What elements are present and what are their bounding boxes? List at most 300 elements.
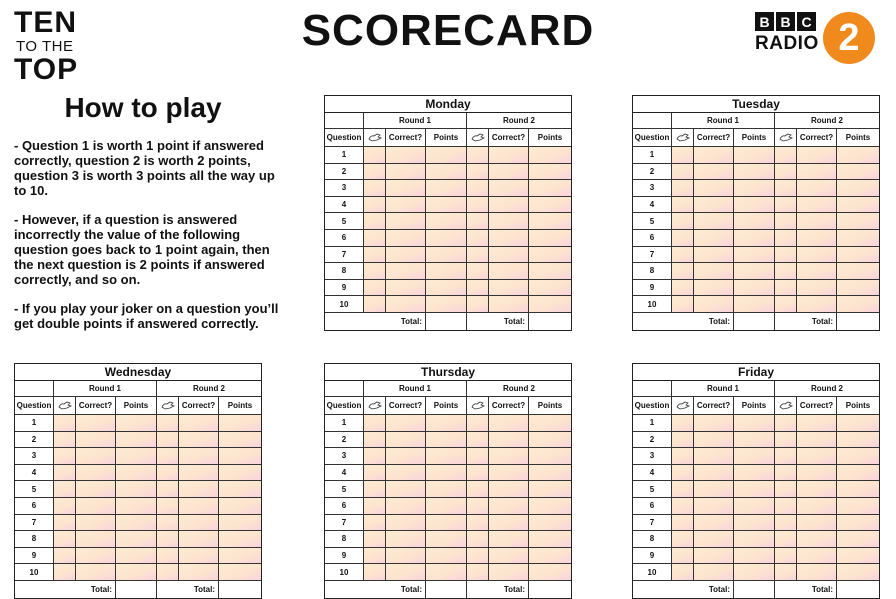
answer-cell[interactable] [426, 548, 467, 565]
answer-cell[interactable] [364, 498, 386, 515]
answer-cell[interactable] [489, 197, 529, 214]
answer-cell[interactable] [489, 515, 529, 532]
answer-cell[interactable] [797, 296, 837, 313]
answer-cell[interactable] [54, 415, 76, 432]
answer-cell[interactable] [529, 531, 571, 548]
answer-cell[interactable] [219, 432, 261, 449]
answer-cell[interactable] [672, 515, 694, 532]
answer-cell[interactable] [467, 147, 489, 164]
answer-cell[interactable] [529, 296, 571, 313]
answer-cell[interactable] [54, 531, 76, 548]
answer-cell[interactable] [386, 213, 426, 230]
answer-cell[interactable] [386, 296, 426, 313]
answer-cell[interactable] [837, 432, 879, 449]
answer-cell[interactable] [775, 432, 797, 449]
answer-cell[interactable] [179, 481, 219, 498]
answer-cell[interactable] [775, 481, 797, 498]
answer-cell[interactable] [116, 548, 157, 565]
answer-cell[interactable] [116, 531, 157, 548]
answer-cell[interactable] [694, 263, 734, 280]
answer-cell[interactable] [672, 448, 694, 465]
answer-cell[interactable] [529, 263, 571, 280]
answer-cell[interactable] [529, 498, 571, 515]
answer-cell[interactable] [116, 515, 157, 532]
answer-cell[interactable] [179, 432, 219, 449]
answer-cell[interactable] [219, 415, 261, 432]
answer-cell[interactable] [386, 180, 426, 197]
answer-cell[interactable] [694, 531, 734, 548]
answer-cell[interactable] [775, 197, 797, 214]
answer-cell[interactable] [467, 498, 489, 515]
answer-cell[interactable] [837, 247, 879, 264]
answer-cell[interactable] [672, 548, 694, 565]
answer-cell[interactable] [386, 263, 426, 280]
answer-cell[interactable] [386, 564, 426, 581]
answer-cell[interactable] [364, 147, 386, 164]
answer-cell[interactable] [116, 481, 157, 498]
answer-cell[interactable] [734, 531, 775, 548]
answer-cell[interactable] [489, 432, 529, 449]
answer-cell[interactable] [797, 263, 837, 280]
answer-cell[interactable] [179, 448, 219, 465]
answer-cell[interactable] [426, 498, 467, 515]
answer-cell[interactable] [426, 564, 467, 581]
answer-cell[interactable] [489, 280, 529, 297]
answer-cell[interactable] [529, 481, 571, 498]
answer-cell[interactable] [775, 515, 797, 532]
round-1-total-cell[interactable] [116, 581, 157, 598]
answer-cell[interactable] [386, 415, 426, 432]
answer-cell[interactable] [694, 230, 734, 247]
answer-cell[interactable] [76, 515, 116, 532]
answer-cell[interactable] [157, 432, 179, 449]
answer-cell[interactable] [672, 415, 694, 432]
answer-cell[interactable] [386, 247, 426, 264]
answer-cell[interactable] [76, 448, 116, 465]
answer-cell[interactable] [734, 498, 775, 515]
answer-cell[interactable] [694, 280, 734, 297]
answer-cell[interactable] [694, 481, 734, 498]
answer-cell[interactable] [775, 448, 797, 465]
answer-cell[interactable] [797, 180, 837, 197]
answer-cell[interactable] [797, 515, 837, 532]
answer-cell[interactable] [529, 147, 571, 164]
answer-cell[interactable] [837, 564, 879, 581]
answer-cell[interactable] [775, 296, 797, 313]
answer-cell[interactable] [467, 448, 489, 465]
answer-cell[interactable] [734, 263, 775, 280]
answer-cell[interactable] [364, 280, 386, 297]
answer-cell[interactable] [386, 531, 426, 548]
answer-cell[interactable] [116, 432, 157, 449]
answer-cell[interactable] [364, 531, 386, 548]
answer-cell[interactable] [797, 415, 837, 432]
answer-cell[interactable] [467, 465, 489, 482]
answer-cell[interactable] [529, 515, 571, 532]
answer-cell[interactable] [489, 564, 529, 581]
answer-cell[interactable] [426, 481, 467, 498]
answer-cell[interactable] [837, 548, 879, 565]
answer-cell[interactable] [467, 296, 489, 313]
answer-cell[interactable] [837, 147, 879, 164]
answer-cell[interactable] [364, 481, 386, 498]
answer-cell[interactable] [775, 548, 797, 565]
answer-cell[interactable] [734, 180, 775, 197]
answer-cell[interactable] [219, 548, 261, 565]
answer-cell[interactable] [775, 230, 797, 247]
answer-cell[interactable] [76, 531, 116, 548]
answer-cell[interactable] [694, 197, 734, 214]
answer-cell[interactable] [837, 465, 879, 482]
answer-cell[interactable] [364, 448, 386, 465]
answer-cell[interactable] [775, 465, 797, 482]
answer-cell[interactable] [734, 432, 775, 449]
answer-cell[interactable] [775, 180, 797, 197]
answer-cell[interactable] [364, 296, 386, 313]
answer-cell[interactable] [734, 415, 775, 432]
answer-cell[interactable] [76, 465, 116, 482]
answer-cell[interactable] [837, 230, 879, 247]
answer-cell[interactable] [489, 531, 529, 548]
answer-cell[interactable] [797, 498, 837, 515]
answer-cell[interactable] [467, 164, 489, 181]
answer-cell[interactable] [157, 564, 179, 581]
answer-cell[interactable] [734, 515, 775, 532]
answer-cell[interactable] [386, 465, 426, 482]
answer-cell[interactable] [426, 164, 467, 181]
answer-cell[interactable] [426, 465, 467, 482]
answer-cell[interactable] [489, 230, 529, 247]
answer-cell[interactable] [775, 531, 797, 548]
answer-cell[interactable] [694, 164, 734, 181]
answer-cell[interactable] [734, 465, 775, 482]
answer-cell[interactable] [426, 415, 467, 432]
answer-cell[interactable] [426, 263, 467, 280]
answer-cell[interactable] [467, 481, 489, 498]
answer-cell[interactable] [386, 548, 426, 565]
answer-cell[interactable] [694, 515, 734, 532]
answer-cell[interactable] [797, 564, 837, 581]
answer-cell[interactable] [775, 247, 797, 264]
answer-cell[interactable] [797, 481, 837, 498]
answer-cell[interactable] [54, 432, 76, 449]
answer-cell[interactable] [694, 213, 734, 230]
answer-cell[interactable] [672, 432, 694, 449]
answer-cell[interactable] [837, 498, 879, 515]
answer-cell[interactable] [467, 197, 489, 214]
answer-cell[interactable] [672, 230, 694, 247]
answer-cell[interactable] [116, 498, 157, 515]
answer-cell[interactable] [489, 498, 529, 515]
answer-cell[interactable] [467, 280, 489, 297]
answer-cell[interactable] [529, 465, 571, 482]
answer-cell[interactable] [837, 180, 879, 197]
answer-cell[interactable] [364, 230, 386, 247]
answer-cell[interactable] [734, 296, 775, 313]
answer-cell[interactable] [672, 498, 694, 515]
answer-cell[interactable] [734, 280, 775, 297]
answer-cell[interactable] [672, 531, 694, 548]
answer-cell[interactable] [364, 197, 386, 214]
answer-cell[interactable] [489, 263, 529, 280]
answer-cell[interactable] [426, 247, 467, 264]
answer-cell[interactable] [219, 515, 261, 532]
answer-cell[interactable] [157, 415, 179, 432]
answer-cell[interactable] [529, 548, 571, 565]
answer-cell[interactable] [76, 432, 116, 449]
answer-cell[interactable] [837, 197, 879, 214]
answer-cell[interactable] [179, 548, 219, 565]
answer-cell[interactable] [489, 448, 529, 465]
answer-cell[interactable] [467, 531, 489, 548]
answer-cell[interactable] [797, 230, 837, 247]
answer-cell[interactable] [672, 213, 694, 230]
answer-cell[interactable] [54, 564, 76, 581]
answer-cell[interactable] [694, 465, 734, 482]
answer-cell[interactable] [734, 548, 775, 565]
answer-cell[interactable] [775, 263, 797, 280]
answer-cell[interactable] [116, 448, 157, 465]
answer-cell[interactable] [219, 564, 261, 581]
answer-cell[interactable] [734, 230, 775, 247]
answer-cell[interactable] [489, 180, 529, 197]
answer-cell[interactable] [529, 280, 571, 297]
answer-cell[interactable] [672, 247, 694, 264]
answer-cell[interactable] [467, 213, 489, 230]
answer-cell[interactable] [672, 481, 694, 498]
answer-cell[interactable] [179, 531, 219, 548]
answer-cell[interactable] [426, 230, 467, 247]
answer-cell[interactable] [734, 197, 775, 214]
answer-cell[interactable] [386, 164, 426, 181]
answer-cell[interactable] [529, 197, 571, 214]
answer-cell[interactable] [797, 448, 837, 465]
answer-cell[interactable] [426, 448, 467, 465]
answer-cell[interactable] [797, 197, 837, 214]
answer-cell[interactable] [219, 448, 261, 465]
answer-cell[interactable] [426, 280, 467, 297]
answer-cell[interactable] [76, 564, 116, 581]
answer-cell[interactable] [364, 263, 386, 280]
round-1-total-cell[interactable] [426, 581, 467, 598]
answer-cell[interactable] [426, 515, 467, 532]
round-2-total-cell[interactable] [837, 581, 879, 598]
answer-cell[interactable] [219, 465, 261, 482]
answer-cell[interactable] [694, 432, 734, 449]
answer-cell[interactable] [837, 164, 879, 181]
answer-cell[interactable] [797, 548, 837, 565]
answer-cell[interactable] [489, 147, 529, 164]
answer-cell[interactable] [672, 263, 694, 280]
answer-cell[interactable] [364, 164, 386, 181]
answer-cell[interactable] [734, 213, 775, 230]
answer-cell[interactable] [157, 448, 179, 465]
answer-cell[interactable] [467, 548, 489, 565]
answer-cell[interactable] [672, 296, 694, 313]
answer-cell[interactable] [775, 147, 797, 164]
answer-cell[interactable] [694, 147, 734, 164]
answer-cell[interactable] [467, 230, 489, 247]
answer-cell[interactable] [157, 515, 179, 532]
answer-cell[interactable] [775, 213, 797, 230]
answer-cell[interactable] [364, 465, 386, 482]
answer-cell[interactable] [734, 564, 775, 581]
answer-cell[interactable] [672, 164, 694, 181]
answer-cell[interactable] [734, 164, 775, 181]
answer-cell[interactable] [837, 448, 879, 465]
answer-cell[interactable] [386, 498, 426, 515]
answer-cell[interactable] [426, 147, 467, 164]
answer-cell[interactable] [775, 280, 797, 297]
answer-cell[interactable] [694, 180, 734, 197]
answer-cell[interactable] [426, 432, 467, 449]
answer-cell[interactable] [734, 481, 775, 498]
answer-cell[interactable] [116, 564, 157, 581]
answer-cell[interactable] [364, 515, 386, 532]
answer-cell[interactable] [54, 548, 76, 565]
answer-cell[interactable] [529, 247, 571, 264]
answer-cell[interactable] [489, 415, 529, 432]
answer-cell[interactable] [179, 465, 219, 482]
answer-cell[interactable] [837, 296, 879, 313]
answer-cell[interactable] [529, 448, 571, 465]
answer-cell[interactable] [837, 481, 879, 498]
answer-cell[interactable] [467, 415, 489, 432]
answer-cell[interactable] [775, 564, 797, 581]
round-2-total-cell[interactable] [219, 581, 261, 598]
answer-cell[interactable] [386, 481, 426, 498]
answer-cell[interactable] [837, 515, 879, 532]
answer-cell[interactable] [179, 415, 219, 432]
answer-cell[interactable] [219, 531, 261, 548]
answer-cell[interactable] [694, 247, 734, 264]
round-2-total-cell[interactable] [837, 313, 879, 330]
answer-cell[interactable] [76, 481, 116, 498]
answer-cell[interactable] [386, 432, 426, 449]
answer-cell[interactable] [76, 498, 116, 515]
answer-cell[interactable] [489, 164, 529, 181]
answer-cell[interactable] [489, 296, 529, 313]
answer-cell[interactable] [529, 213, 571, 230]
answer-cell[interactable] [386, 280, 426, 297]
answer-cell[interactable] [529, 230, 571, 247]
answer-cell[interactable] [116, 415, 157, 432]
answer-cell[interactable] [426, 197, 467, 214]
answer-cell[interactable] [837, 213, 879, 230]
answer-cell[interactable] [837, 263, 879, 280]
answer-cell[interactable] [734, 448, 775, 465]
answer-cell[interactable] [364, 432, 386, 449]
answer-cell[interactable] [529, 180, 571, 197]
answer-cell[interactable] [797, 164, 837, 181]
answer-cell[interactable] [797, 147, 837, 164]
answer-cell[interactable] [489, 213, 529, 230]
answer-cell[interactable] [467, 432, 489, 449]
answer-cell[interactable] [837, 531, 879, 548]
answer-cell[interactable] [529, 432, 571, 449]
answer-cell[interactable] [426, 296, 467, 313]
round-2-total-cell[interactable] [529, 581, 571, 598]
answer-cell[interactable] [672, 280, 694, 297]
answer-cell[interactable] [364, 180, 386, 197]
answer-cell[interactable] [694, 415, 734, 432]
answer-cell[interactable] [775, 498, 797, 515]
answer-cell[interactable] [489, 247, 529, 264]
answer-cell[interactable] [386, 515, 426, 532]
answer-cell[interactable] [694, 448, 734, 465]
answer-cell[interactable] [775, 164, 797, 181]
answer-cell[interactable] [529, 164, 571, 181]
answer-cell[interactable] [734, 147, 775, 164]
answer-cell[interactable] [364, 564, 386, 581]
answer-cell[interactable] [54, 481, 76, 498]
answer-cell[interactable] [694, 564, 734, 581]
answer-cell[interactable] [54, 515, 76, 532]
answer-cell[interactable] [775, 415, 797, 432]
answer-cell[interactable] [694, 296, 734, 313]
answer-cell[interactable] [672, 197, 694, 214]
answer-cell[interactable] [467, 564, 489, 581]
answer-cell[interactable] [157, 498, 179, 515]
answer-cell[interactable] [386, 448, 426, 465]
round-1-total-cell[interactable] [734, 581, 775, 598]
answer-cell[interactable] [219, 498, 261, 515]
answer-cell[interactable] [694, 498, 734, 515]
answer-cell[interactable] [386, 147, 426, 164]
answer-cell[interactable] [694, 548, 734, 565]
answer-cell[interactable] [426, 531, 467, 548]
answer-cell[interactable] [797, 465, 837, 482]
round-1-total-cell[interactable] [426, 313, 467, 330]
answer-cell[interactable] [797, 432, 837, 449]
answer-cell[interactable] [529, 564, 571, 581]
answer-cell[interactable] [364, 415, 386, 432]
answer-cell[interactable] [157, 481, 179, 498]
answer-cell[interactable] [672, 564, 694, 581]
answer-cell[interactable] [529, 415, 571, 432]
answer-cell[interactable] [426, 213, 467, 230]
answer-cell[interactable] [157, 465, 179, 482]
answer-cell[interactable] [797, 531, 837, 548]
answer-cell[interactable] [467, 247, 489, 264]
answer-cell[interactable] [467, 263, 489, 280]
answer-cell[interactable] [157, 531, 179, 548]
answer-cell[interactable] [467, 515, 489, 532]
answer-cell[interactable] [489, 481, 529, 498]
answer-cell[interactable] [386, 197, 426, 214]
answer-cell[interactable] [76, 415, 116, 432]
answer-cell[interactable] [489, 465, 529, 482]
answer-cell[interactable] [734, 247, 775, 264]
answer-cell[interactable] [179, 515, 219, 532]
answer-cell[interactable] [54, 448, 76, 465]
answer-cell[interactable] [116, 465, 157, 482]
answer-cell[interactable] [179, 498, 219, 515]
answer-cell[interactable] [157, 548, 179, 565]
answer-cell[interactable] [837, 415, 879, 432]
round-1-total-cell[interactable] [734, 313, 775, 330]
answer-cell[interactable] [364, 213, 386, 230]
answer-cell[interactable] [672, 147, 694, 164]
answer-cell[interactable] [364, 548, 386, 565]
answer-cell[interactable] [467, 180, 489, 197]
answer-cell[interactable] [386, 230, 426, 247]
answer-cell[interactable] [489, 548, 529, 565]
answer-cell[interactable] [426, 180, 467, 197]
answer-cell[interactable] [76, 548, 116, 565]
answer-cell[interactable] [672, 465, 694, 482]
answer-cell[interactable] [837, 280, 879, 297]
